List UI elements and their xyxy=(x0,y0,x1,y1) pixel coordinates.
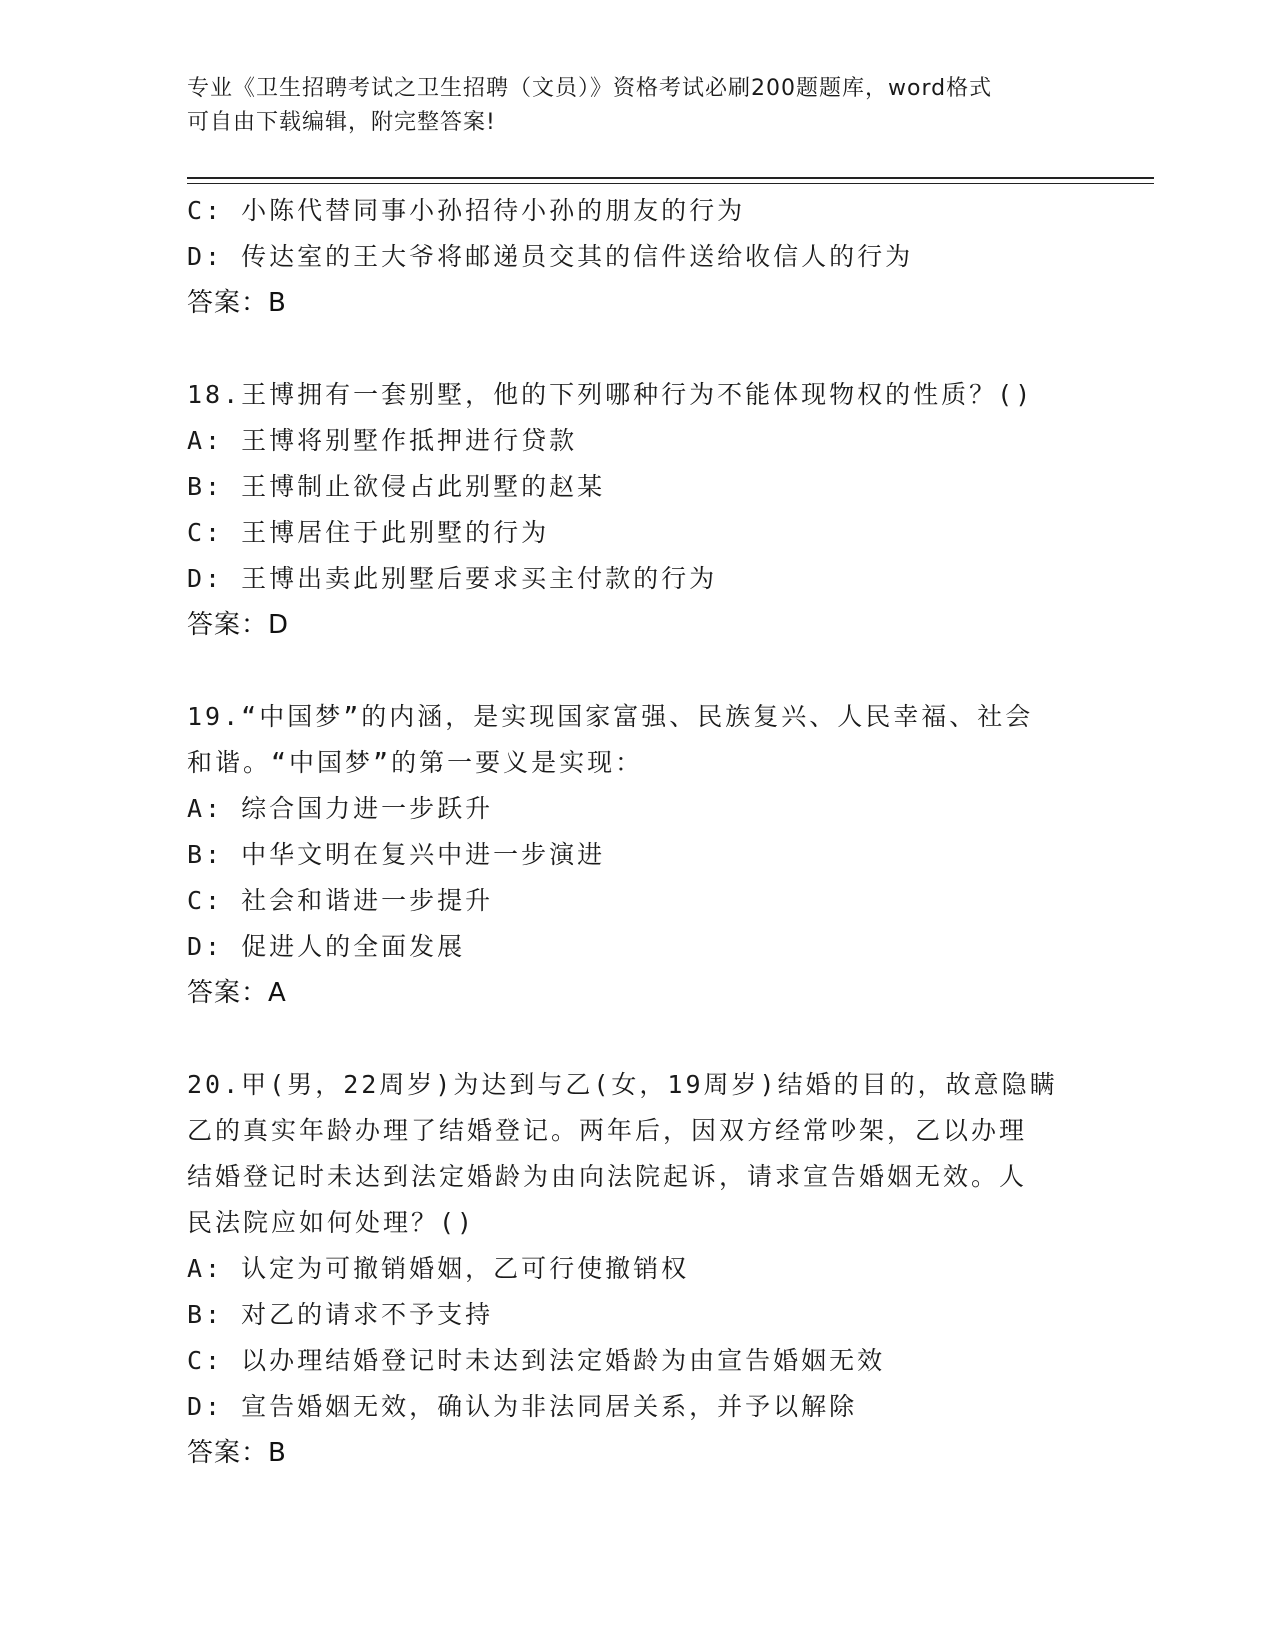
option-b: B: 对乙的请求不予支持 xyxy=(187,1300,494,1329)
answer-label: 答案：B xyxy=(187,288,287,318)
option-b: B: 王博制止欲侵占此别墅的赵某 xyxy=(187,472,606,501)
answer-label: 答案：A xyxy=(187,978,287,1008)
question-gap xyxy=(187,1016,1087,1062)
question-stem-line2: 乙的真实年龄办理了结婚登记。两年后，因双方经常吵架，乙以办理 xyxy=(187,1116,1028,1145)
option-a: A: 王博将别墅作抵押进行贷款 xyxy=(187,426,578,455)
option-d: D: 传达室的王大爷将邮递员交其的信件送给收信人的行为 xyxy=(187,242,914,271)
question-stem-line1: 19.“中国梦”的内涵，是实现国家富强、民族复兴、人民幸福、社会 xyxy=(187,702,1034,731)
question-stem-line1: 20.甲(男，22周岁)为达到与乙(女，19周岁)结婚的目的，故意隐瞒 xyxy=(187,1070,1058,1099)
header-divider-thick xyxy=(187,177,1154,179)
question-20 xyxy=(187,1062,1087,1476)
option-c: C: 王博居住于此别墅的行为 xyxy=(187,518,550,547)
question-18 xyxy=(187,372,1087,648)
option-c: C: 小陈代替同事小孙招待小孙的朋友的行为 xyxy=(187,196,746,225)
question-gap xyxy=(187,326,1087,372)
question-list xyxy=(187,188,1087,1476)
option-c: C: 社会和谐进一步提升 xyxy=(187,886,494,915)
option-d: D: 宣告婚姻无效，确认为非法同居关系，并予以解除 xyxy=(187,1392,858,1421)
question-stem-line4: 民法院应如何处理？() xyxy=(187,1208,476,1237)
question-stem-line2: 和谐。“中国梦”的第一要义是实现： xyxy=(187,748,644,777)
answer-label: 答案：D xyxy=(187,610,290,640)
question-19 xyxy=(187,694,1087,1016)
option-a: A: 综合国力进一步跃升 xyxy=(187,794,494,823)
option-b: B: 中华文明在复兴中进一步演进 xyxy=(187,840,606,869)
option-d: D: 王博出卖此别墅后要求买主付款的行为 xyxy=(187,564,718,593)
answer-label: 答案：B xyxy=(187,1438,287,1468)
header-title-line2: 可自由下载编辑，附完整答案! xyxy=(187,110,496,135)
option-a: A: 认定为可撤销婚姻，乙可行使撤销权 xyxy=(187,1254,690,1283)
question-gap xyxy=(187,648,1087,694)
option-d: D: 促进人的全面发展 xyxy=(187,932,466,961)
question-stem: 18.王博拥有一套别墅，他的下列哪种行为不能体现物权的性质？() xyxy=(187,380,1034,409)
option-c: C: 以办理结婚登记时未达到法定婚龄为由宣告婚姻无效 xyxy=(187,1346,886,1375)
question-stem-line3: 结婚登记时未达到法定婚龄为由向法院起诉，请求宣告婚姻无效。人 xyxy=(187,1162,1028,1191)
header-title-line1: 专业《卫生招聘考试之卫生招聘（文员）》资格考试必刷200题题库，word格式 xyxy=(187,76,993,101)
header-divider-thin xyxy=(187,183,1154,184)
document-header xyxy=(187,72,1067,140)
previous-question-tail xyxy=(187,188,1087,326)
